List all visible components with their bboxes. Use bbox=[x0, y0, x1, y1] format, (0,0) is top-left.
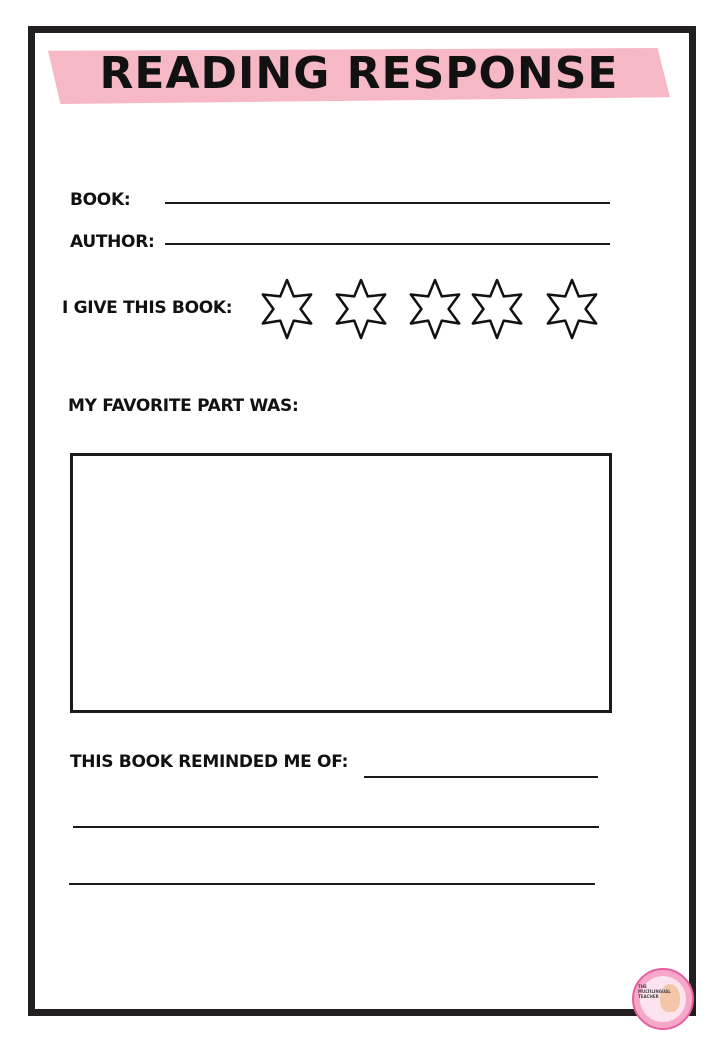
star-icon[interactable] bbox=[543, 276, 601, 342]
rating-stars bbox=[258, 276, 608, 346]
logo-text: THE MULTILINGUAL TEACHER bbox=[638, 984, 671, 999]
author-label: AUTHOR: bbox=[70, 232, 155, 252]
reminded-line-3[interactable] bbox=[69, 883, 595, 885]
star-icon[interactable] bbox=[332, 276, 390, 342]
brand-logo bbox=[632, 968, 694, 1030]
page-title: READING RESPONSE bbox=[99, 48, 619, 99]
reminded-label: THIS BOOK REMINDED ME OF: bbox=[70, 752, 349, 772]
book-label: BOOK: bbox=[70, 190, 131, 210]
reminded-line-2[interactable] bbox=[73, 826, 599, 828]
favorite-part-label: MY FAVORITE PART WAS: bbox=[68, 396, 299, 416]
star-icon[interactable] bbox=[468, 276, 526, 342]
book-field-line[interactable] bbox=[165, 202, 610, 204]
star-icon[interactable] bbox=[258, 276, 316, 342]
rating-label: I GIVE THIS BOOK: bbox=[62, 298, 233, 318]
reminded-line-1[interactable] bbox=[364, 776, 598, 778]
favorite-part-box[interactable] bbox=[70, 453, 612, 713]
author-field-line[interactable] bbox=[165, 243, 610, 245]
star-icon[interactable] bbox=[406, 276, 464, 342]
